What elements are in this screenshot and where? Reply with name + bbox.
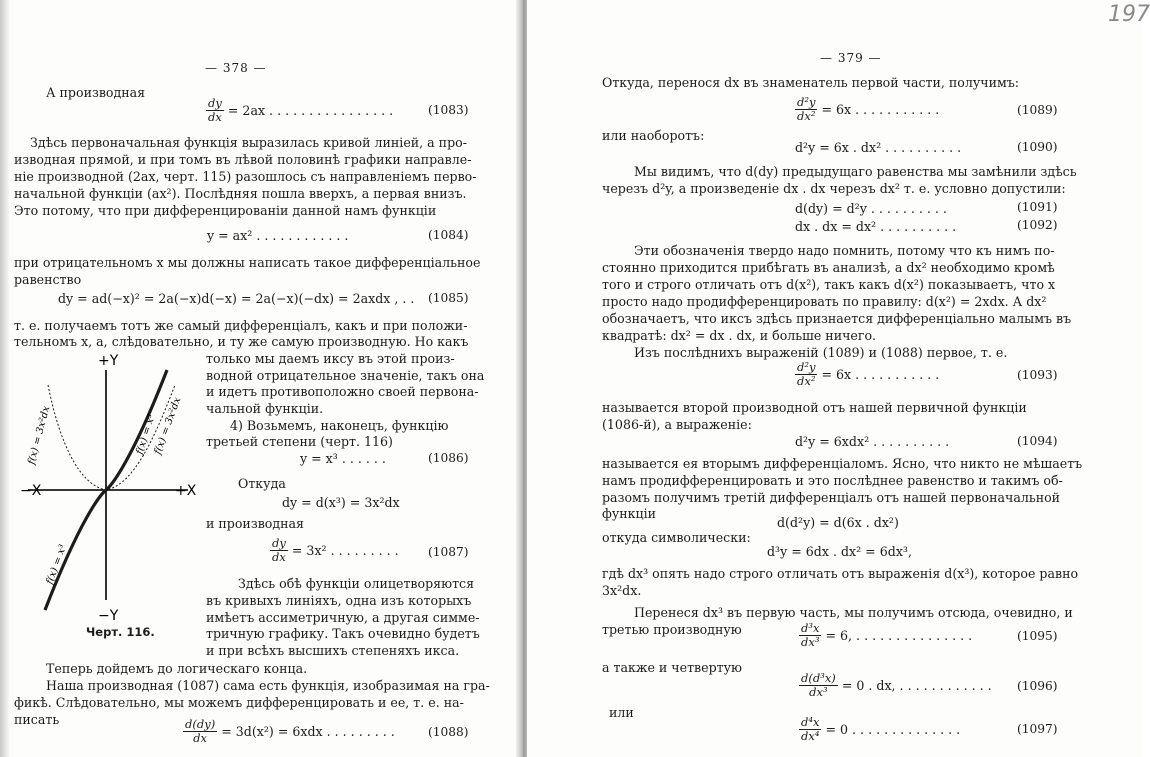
text-line: того и строго отличать отъ d(x²), такъ какъ d(x²) показываетъ, что x [602, 277, 1056, 292]
page-edge-shadow [0, 0, 10, 757]
text-line: откуда символически: [602, 530, 751, 545]
axis-label-minus-y: −Y [98, 608, 119, 624]
equation-number: (1097) [1017, 722, 1058, 736]
text-line: А производная [46, 85, 146, 100]
fraction-denominator: dx² [797, 109, 816, 123]
equation-body: = 3x² . . . . . . . . . [291, 542, 399, 558]
equation-1086-differential: dy = d(x³) = 3x²dx [282, 495, 400, 510]
fraction-numerator: d⁴x [801, 715, 820, 729]
text-line: Откуда [238, 476, 286, 491]
text-line: изводная прямой, и при томъ въ лѣвой половинѣ графики направле- [14, 152, 472, 167]
text-line: Мы видимъ, что d(dy) предыдущаго равенства мы замѣнили здѣсь [634, 164, 1077, 179]
fraction-denominator: dx³ [801, 635, 820, 649]
fraction-denominator: dx² [797, 374, 816, 388]
equation-third-differential: d(d²y) = d(6x . dx²) [777, 515, 899, 530]
text-line: квадратѣ: dx² = dx . dx, и больше ничего. [602, 328, 877, 343]
equation-number: (1089) [1017, 103, 1058, 117]
equation-number: (1083) [428, 103, 469, 117]
curve-label: f(x) = x³ [44, 543, 70, 587]
fraction-numerator: dy [272, 536, 286, 550]
fraction-numerator: d²y [797, 95, 816, 109]
text-line: тельномъ x, а, слѣдовательно, и ту же самую производную. Но какъ [14, 334, 469, 349]
text-line: третью производную [602, 622, 742, 637]
text-line: называется второй производной отъ нашей первичной функціи [602, 400, 1027, 415]
curve-label: f(x) = 3x²dx [152, 395, 184, 457]
equation-number: (1084) [428, 228, 469, 242]
equation-number: (1091) [1017, 200, 1058, 214]
text-line: т. е. получаемъ тотъ же самый дифференціалъ, какъ и при положи- [14, 318, 468, 333]
equation-body: = 2ax . . . . . . . . . . . . . . . . [227, 102, 394, 118]
text-line: чальной функціи. [206, 401, 324, 416]
text-line: Наша производная (1087) сама есть функція, изобразимая на гра- [46, 678, 490, 693]
text-line: водной отрицательное значеніе, такъ она [206, 368, 485, 383]
text-line: гдѣ dx³ опять надо строго отличать отъ выраженія d(x³), которое равно [602, 566, 1079, 581]
text-line: обозначаетъ, что иксъ здѣсь признается дифференціально малымъ въ [602, 311, 1072, 326]
equation-1096 [799, 672, 992, 699]
page-number: — 378 — [205, 61, 267, 75]
text-line: стоянно приходится прибѣгать въ анализѣ, а dx² необходимо кромѣ [602, 260, 1055, 275]
fraction-numerator: dy [208, 96, 222, 110]
fraction-denominator: dx³ [809, 685, 828, 699]
text-line: называется ея вторымъ дифференціаломъ. Ясно, что никто не мѣшаетъ [602, 456, 1083, 471]
fraction-denominator: dx⁴ [801, 729, 820, 743]
text-line: и идетъ противоположно своей первона- [206, 384, 479, 399]
equation-third-differential-symbolic: d³y = 6dx . dx² = 6dx³, [767, 544, 912, 559]
text-line: а также и четвертую [602, 660, 742, 675]
figure-caption: Черт. 116. [86, 625, 155, 639]
equation-number: (1092) [1017, 218, 1058, 232]
equation-body: = 3d(x²) = 6xdx . . . . . . . . . [221, 723, 395, 739]
equation-1093 [795, 361, 939, 388]
text-line: или наоборотъ: [602, 128, 705, 143]
text-line: 4) Возьмемъ, наконецъ, функцію [230, 418, 449, 433]
text-line: при отрицательномъ x мы должны написать такое дифференціальное [14, 255, 481, 270]
equation-body: = 6x . . . . . . . . . . . [821, 366, 940, 382]
equation-number: (1093) [1017, 368, 1058, 382]
text-line: Это потому, что при дифференцированіи данной намъ функціи [14, 203, 437, 218]
equation-number: (1094) [1017, 434, 1058, 448]
text-line: только мы даемъ иксу въ этой произ- [206, 351, 455, 366]
text-line: третьей степени (черт. 116) [206, 434, 393, 449]
equation-body: = 0 . dx, . . . . . . . . . . . . [841, 677, 992, 693]
curve-label: f(x) = 3x²dx [26, 405, 53, 466]
equation-1097 [799, 716, 960, 743]
equation-1088 [183, 718, 395, 745]
equation-1086: y = x³ . . . . . . [300, 451, 386, 466]
equation-1091: d(dy) = d²y . . . . . . . . . . [795, 201, 947, 216]
text-line: просто надо продифференцировать по правилу: d(x²) = 2xdx. А dx² [602, 294, 1047, 309]
fraction-numerator: d³x [801, 621, 820, 635]
page-378 [0, 0, 520, 757]
text-line: разомъ получимъ третій дифференціалъ отъ нашей первоначальной [602, 490, 1061, 505]
equation-1087 [270, 537, 399, 564]
equation-1083 [206, 97, 393, 124]
text-line: Перенеся dx³ въ первую часть, мы получимъ отсюда, очевидно, и [634, 605, 1073, 620]
text-line: писать [14, 712, 60, 727]
text-line: или [609, 705, 634, 720]
equation-1090: d²y = 6x . dx² . . . . . . . . . . [795, 140, 962, 155]
text-line: ніе производной (2ax, черт. 115) разошлось съ направленіемъ перво- [14, 169, 477, 184]
fraction-denominator: dx [208, 110, 222, 124]
equation-number: (1087) [428, 545, 469, 559]
axis-label-plus-y: +Y [98, 353, 119, 369]
handwritten-margin-note: 197 [1108, 2, 1150, 27]
text-line: Откуда, перенося dx въ знаменатель первой части, получимъ: [602, 75, 1020, 90]
text-line: черезъ d²y, а произведеніе dx . dx черезъ dx² т. е. условно допустили: [602, 181, 1066, 196]
text-line: равенство [14, 272, 82, 287]
fraction-numerator: d(d³x) [801, 671, 836, 685]
text-line: въ кривыхъ линіяхъ, одна изъ которыхъ [206, 593, 472, 608]
text-line: имѣетъ ассиметричную, а другая симме- [206, 610, 480, 625]
fraction-denominator: dx [272, 550, 286, 564]
equation-body: = 6x . . . . . . . . . . . [821, 101, 940, 117]
fraction-denominator: dx [193, 731, 208, 745]
equation-1085: dy = ad(−x)² = 2a(−x)d(−x) = 2a(−x)(−dx) = 2axdx , . . [58, 291, 415, 306]
text-line: функціи [602, 506, 657, 521]
text-line: начальной функціи (ax²). Послѣдняя пошла вверхъ, а первая внизъ. [14, 186, 467, 201]
equation-number: (1085) [428, 291, 469, 305]
equation-number: (1088) [428, 725, 469, 739]
text-line: Изъ послѣднихъ выраженій (1089) и (1088) первое, т. е. [634, 345, 1008, 360]
equation-number: (1090) [1017, 140, 1058, 154]
text-line: Здѣсь обѣ функціи олицетворяются [238, 576, 475, 591]
text-line: и при всѣхъ высшихъ степеняхъ икса. [206, 643, 460, 658]
text-line: 3x²dx. [602, 583, 642, 598]
equation-1095 [799, 622, 972, 649]
axis-label-minus-x: −X [20, 483, 42, 499]
curve-label: f(x) = x³ [134, 413, 158, 456]
equation-1092: dx . dx = dx² . . . . . . . . . . [795, 219, 957, 234]
text-line: фикѣ. Слѣдовательно, мы можемъ дифференцировать и ее, т. е. на- [14, 695, 464, 710]
text-line: Эти обозначенія твердо надо помнить, потому что къ нимъ по- [634, 243, 1055, 258]
text-line: (1086-й), а выраженіе: [602, 417, 752, 432]
axis-label-plus-x: +X [175, 483, 197, 499]
text-line: Здѣсь первоначальная функція выразилась кривой линіей, а про- [30, 135, 467, 150]
fraction-numerator: d²y [797, 360, 816, 374]
equation-body: = 0 . . . . . . . . . . . . . . [825, 721, 961, 737]
figure-116 [20, 345, 200, 635]
text-line: Теперь дойдемъ до логическаго конца. [46, 661, 308, 676]
equation-number: (1086) [428, 451, 469, 465]
page-379 [527, 0, 1143, 757]
fraction-numerator: d(dy) [185, 717, 216, 731]
text-line: и производная [206, 516, 304, 531]
page-number: — 379 — [820, 51, 882, 65]
equation-1084: y = ax² . . . . . . . . . . . . [207, 228, 349, 243]
equation-number: (1095) [1017, 629, 1058, 643]
equation-1094: d²y = 6xdx² . . . . . . . . . . [795, 434, 950, 449]
equation-1089 [795, 96, 939, 123]
equation-body: = 6, . . . . . . . . . . . . . . . [825, 627, 973, 643]
text-line: намъ продифференцировать и это послѣднее равенство и такимъ об- [602, 473, 1063, 488]
text-line: тричную графику. Такъ очевидно будетъ [206, 626, 480, 641]
equation-number: (1096) [1017, 679, 1058, 693]
